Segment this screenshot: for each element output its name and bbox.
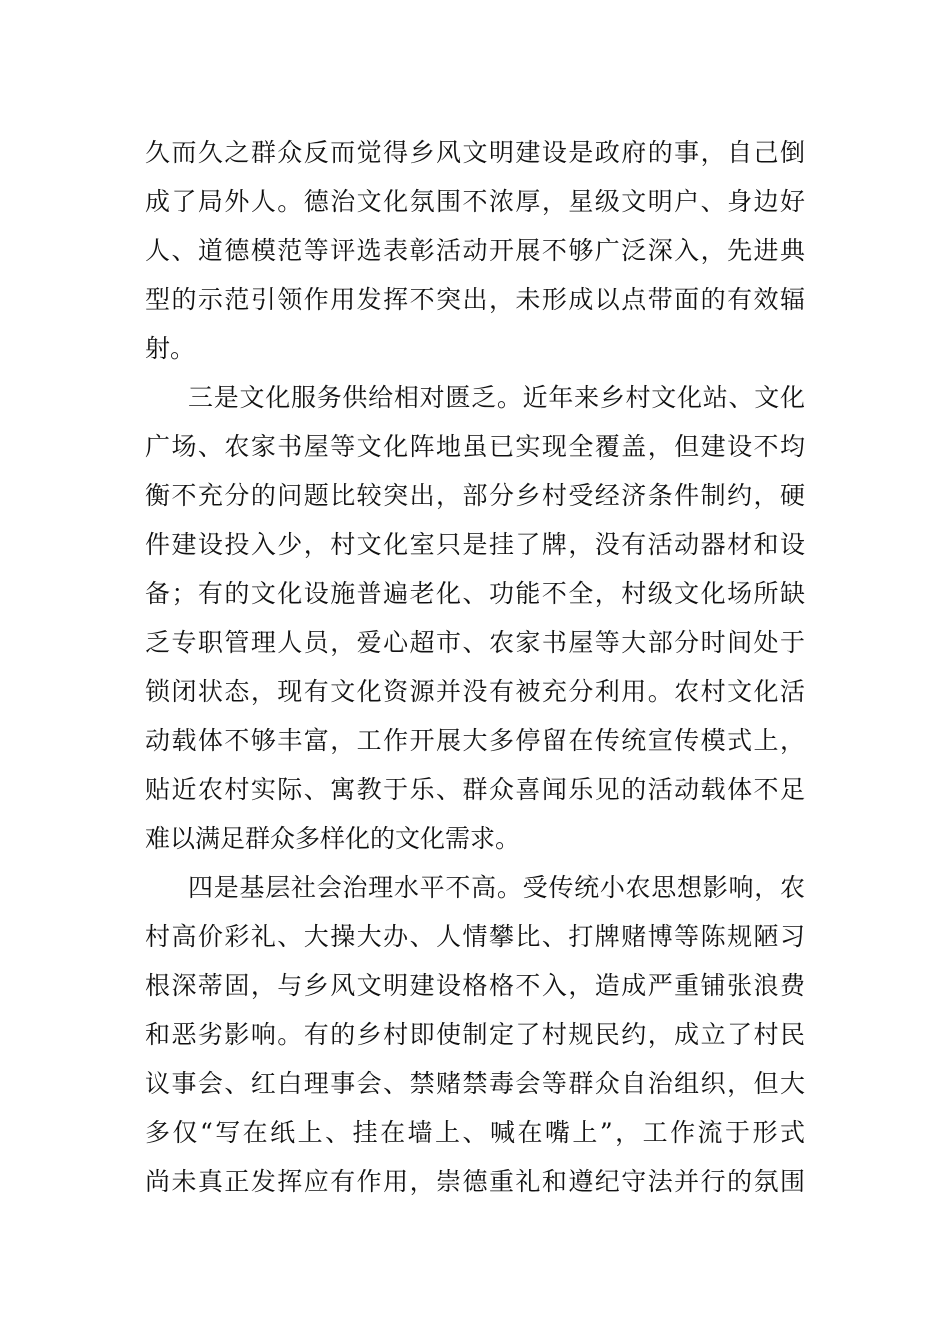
text-line: 锁闭状态，现有文化资源并没有被充分利用。农村文化活 <box>145 677 805 706</box>
text-line: 议事会、红白理事会、禁赌禁毒会等群众自治组织，但大 <box>145 1069 805 1098</box>
text-line: 型的示范引领作用发挥不突出，未形成以点带面的有效辐 <box>145 285 805 314</box>
text-line: 和恶劣影响。有的乡村即使制定了村规民约，成立了村民 <box>145 1020 805 1049</box>
text-line: 广场、农家书屋等文化阵地虽已实现全覆盖，但建设不均 <box>145 432 805 461</box>
text-line: 难以满足群众多样化的文化需求。 <box>145 824 521 853</box>
text-line: 贴近农村实际、寓教于乐、群众喜闻乐见的活动载体不足 <box>145 775 805 804</box>
paragraph-start-line: 三是文化服务供给相对匮乏。近年来乡村文化站、文化 <box>188 383 805 412</box>
text-line: 射。 <box>145 334 196 363</box>
text-line: 久而久之群众反而觉得乡风文明建设是政府的事，自己倒 <box>145 138 805 167</box>
text-line: 备；有的文化设施普遍老化、功能不全，村级文化场所缺 <box>145 579 805 608</box>
text-line: 多仅“写在纸上、挂在墙上、喊在嘴上”，工作流于形式 <box>145 1118 805 1147</box>
text-line: 件建设投入少，村文化室只是挂了牌，没有活动器材和设 <box>145 530 805 559</box>
text-line: 根深蒂固，与乡风文明建设格格不入，造成严重铺张浪费 <box>145 971 805 1000</box>
text-line: 成了局外人。德治文化氛围不浓厚，星级文明户、身边好 <box>145 187 805 216</box>
text-line: 动载体不够丰富，工作开展大多停留在传统宣传模式上， <box>145 726 805 755</box>
text-line: 人、道德模范等评选表彰活动开展不够广泛深入，先进典 <box>145 236 805 265</box>
text-line: 尚未真正发挥应有作用，崇德重礼和遵纪守法并行的氛围 <box>145 1167 805 1196</box>
text-line: 村高价彩礼、大操大办、人情攀比、打牌赌博等陈规陋习 <box>145 922 805 951</box>
text-line: 衡不充分的问题比较突出，部分乡村受经济条件制约，硬 <box>145 481 805 510</box>
text-line: 乏专职管理人员，爱心超市、农家书屋等大部分时间处于 <box>145 628 805 657</box>
paragraph-start-line: 四是基层社会治理水平不高。受传统小农思想影响，农 <box>188 873 805 902</box>
